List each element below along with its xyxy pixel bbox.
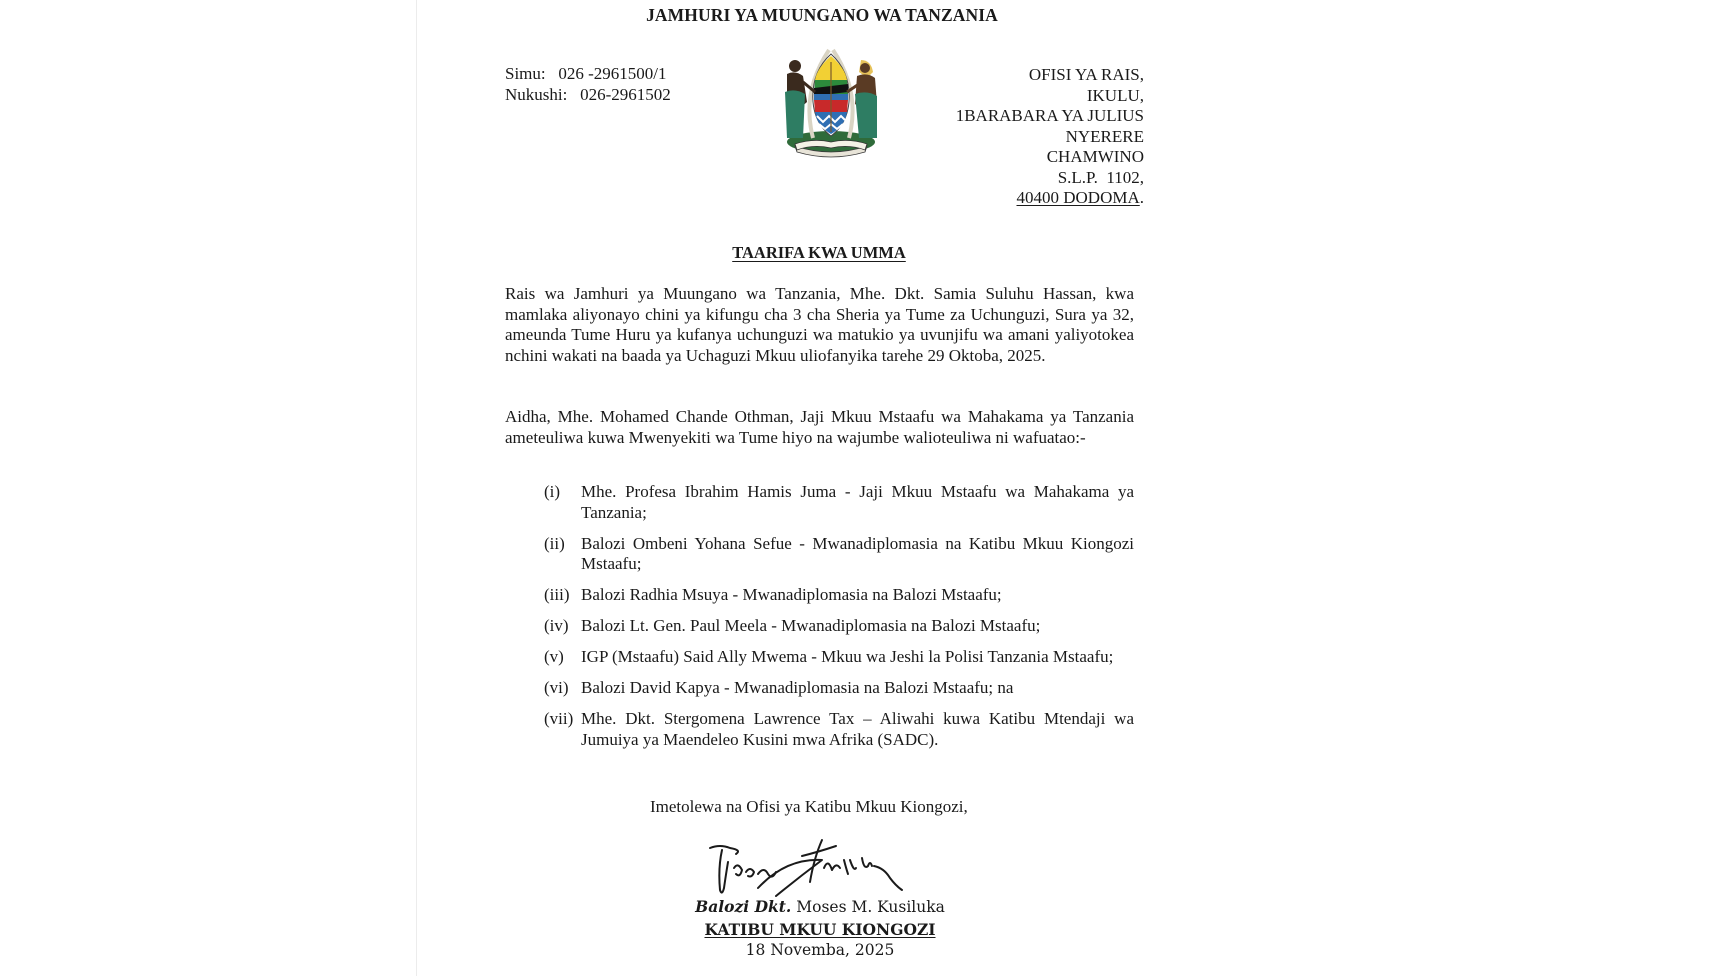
list-item-number: (vi) [544,678,569,697]
signature-block [600,896,1040,962]
list-item [505,647,1134,668]
list-item-text: Balozi Lt. Gen. Paul Meela - Mwanadiplomasia na Balozi Mstaafu; [581,616,1041,635]
address-line: OFISI YA RAIS, [1028,65,1144,84]
issued-by-line: Imetolewa na Ofisi ya Katibu Mkuu Kiongozi, [650,797,968,816]
address-line: IKULU, [1086,85,1144,105]
list-item-text: Balozi Ombeni Yohana Sefue - Mwanadiplomasia na Katibu Mkuu Kiongozi Mstaafu; [581,533,1134,573]
list-item-text: Mhe. Profesa Ibrahim Hamis Juma - Jaji Mkuu Mstaafu wa Mahakama ya Tanzania; [581,482,1134,522]
contact-block [505,64,671,105]
list-item-number: (v) [544,647,564,666]
list-item-text: Mhe. Dkt. Stergomena Lawrence Tax – Aliwahi kuwa Katibu Mtendaji wa Jumuiya ya Maendeleo Kusini mwa Afrika (SADC). [581,709,1134,749]
paragraph-intro: Rais wa Jamhuri ya Muungano wa Tanzania, Mhe. Dkt. Samia Suluhu Hassan, kwa mamlaka aliyonayo chini ya kifungu cha 3 cha Sheria ya Tume za Uchunguzi, Sura ya 32, ameunda Tume Huru ya kufanya uchunguzi wa matukio ya uvunjifu wa amani yaliyotokea nchini wakati na baada ya Uchaguzi Mkuu uliofanyika tarehe 29 Oktoba, 2025. [505,284,1134,365]
postal-suffix: . [1139,188,1144,207]
address-line: S.L.P. 1102, [1057,167,1144,187]
list-item [505,534,1134,575]
country-title: JAMHURI YA MUUNGANO WA TANZANIA [646,5,998,25]
address-block [956,65,1144,209]
members-list [505,482,1134,761]
signatory-title: Balozi Dkt. [695,897,792,916]
list-item-number: (ii) [544,533,565,553]
fax-label: Nukushi: [505,84,568,104]
fax-line [505,85,671,106]
tanzania-coat-of-arms-icon [773,42,889,158]
list-item-number: (iii) [544,585,570,604]
list-item [505,678,1134,699]
phone-label: Simu: [505,64,546,83]
issue-date: 18 Novemba, 2025 [745,941,895,959]
list-item [505,585,1134,606]
list-item-text: Balozi Radhia Msuya - Mwanadiplomasia na Balozi Mstaafu; [581,585,1002,604]
list-item-number: (vii) [544,709,574,728]
list-item [505,616,1134,637]
signatory-role: KATIBU MKUU KIONGOZI [704,919,936,939]
list-item [505,709,1134,750]
notice-title: TAARIFA KWA UMMA [732,243,906,262]
signatory-name-line [600,896,1040,919]
address-line: CHAMWINO [1046,147,1144,166]
list-item-text: Balozi David Kapya - Mwanadiplomasia na Balozi Mstaafu; na [581,678,1014,697]
postal-code-city: 40400 DODOMA [1016,188,1140,207]
paragraph-chair: Aidha, Mhe. Mohamed Chande Othman, Jaji Mkuu Mstaafu wa Mahakama ya Tanzania ameteuliwa kuwa Mwenyekiti wa Tume hiyo na wajumbe walioteuliwa ni wafuatao:- [505,407,1134,447]
list-item-number: (iv) [544,616,569,635]
address-line: 1BARABARA YA JULIUS [955,106,1144,125]
list-item-text: IGP (Mstaafu) Said Ally Mwema - Mkuu wa Jeshi la Polisi Tanzania Mstaafu; [581,647,1114,666]
handwritten-signature-icon [706,838,906,902]
fax-value: 026-2961502 [580,84,671,104]
address-line: NYERERE [1065,126,1144,146]
phone-line [505,64,671,85]
list-item-number: (i) [544,482,561,501]
page-left-border [416,0,417,976]
list-item [505,482,1134,523]
signatory-role-line [600,919,1040,941]
signatory-name: Moses M. Kusiluka [791,898,945,916]
phone-value: 026 -2961500/1 [558,64,667,83]
postal-line [956,188,1144,209]
